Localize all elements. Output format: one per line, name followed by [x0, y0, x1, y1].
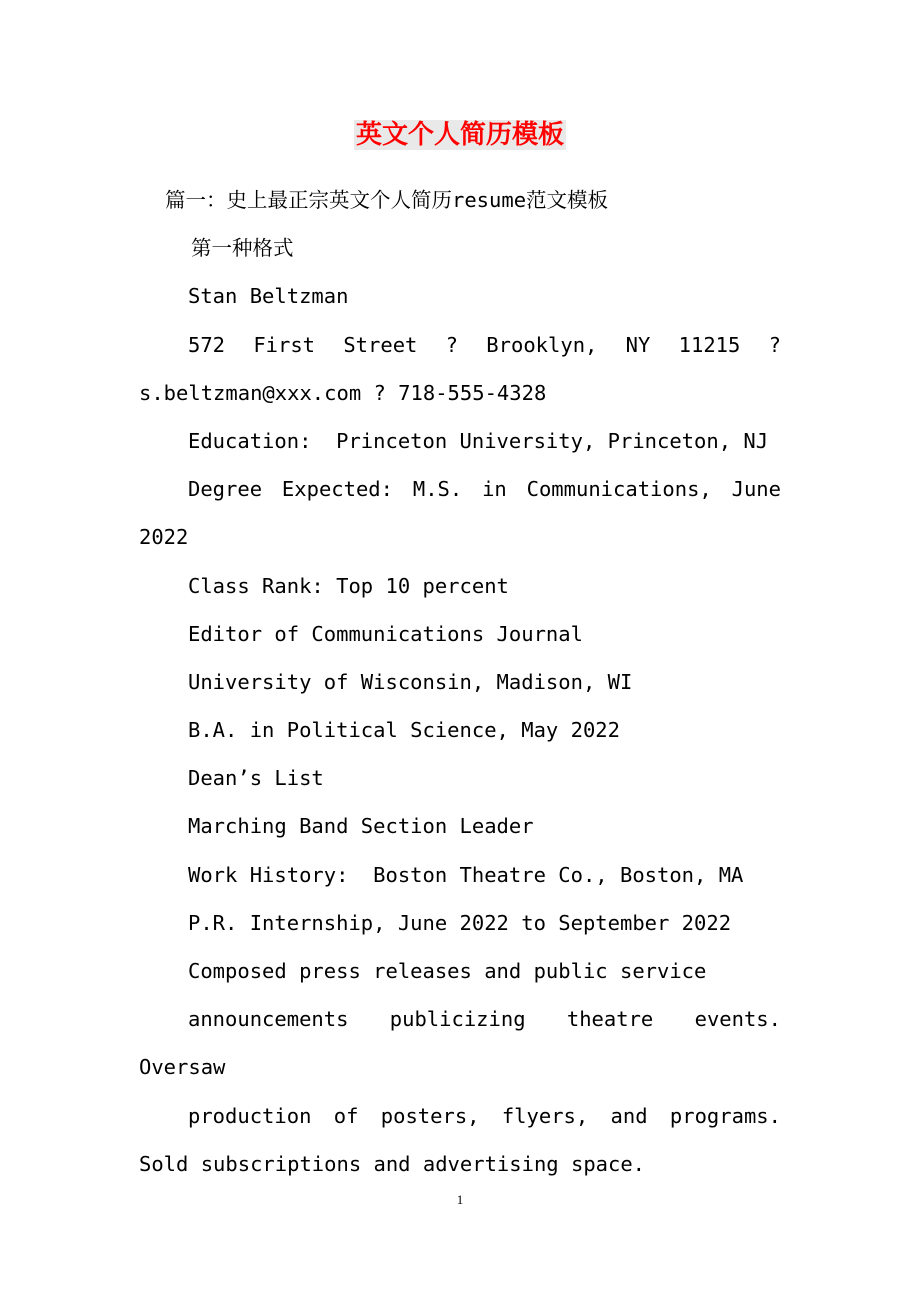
editor-line: Editor of Communications Journal [188, 621, 583, 646]
production-line-2: Sold subscriptions and advertising space. [139, 1151, 646, 1176]
degree-line-2: 2022 [139, 525, 189, 550]
document-title [0, 116, 920, 154]
production-line-1: production of posters, flyers, and programs. [188, 1103, 781, 1128]
title-text: 英文个人简历模板 [355, 120, 564, 150]
internship-line: P.R. Internship, June 2022 to September 2022 [188, 910, 732, 935]
contact-line-2: s.beltzman@xxx.com ? 718-555-4328 [139, 380, 547, 405]
document-body [139, 176, 781, 1188]
ba-line: B.A. in Political Science, May 2022 [188, 718, 620, 743]
contact-line-1: 572 First Street ? Brooklyn, NY 11215 ? [188, 332, 781, 357]
resume-name: Stan Beltzman [188, 284, 349, 309]
announcements-line-2: Oversaw [139, 1055, 226, 1080]
section-heading: 篇一：史上最正宗英文个人简历resume范文模板 [165, 188, 609, 212]
format-label: 第一种格式 [191, 236, 294, 261]
class-rank: Class Rank: Top 10 percent [188, 573, 509, 598]
work-history: Work History: Boston Theatre Co., Boston, MA [188, 862, 744, 887]
degree-line-1: Degree Expected: M.S. in Communications, June [188, 477, 781, 502]
announcements-line-1: announcements publicizing theatre events. [188, 1007, 781, 1032]
university-line: University of Wisconsin, Madison, WI [188, 669, 633, 694]
education-line: Education: Princeton University, Princeton, NJ [188, 428, 769, 453]
composed-line: Composed press releases and public service [188, 959, 707, 983]
page-number: 1 [456, 1192, 464, 1207]
deans-list: Dean’s List [188, 766, 324, 791]
marching-band: Marching Band Section Leader [188, 814, 534, 839]
